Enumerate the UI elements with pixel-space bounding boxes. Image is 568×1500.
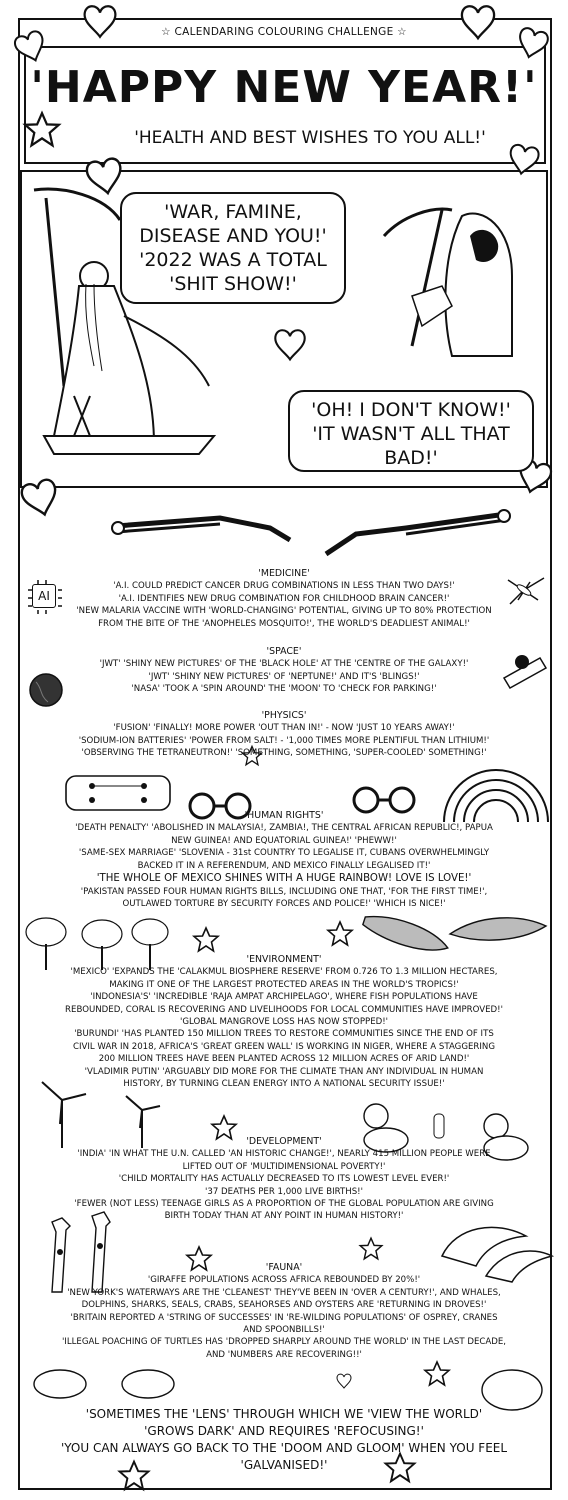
closing-line: 'GROWS DARK' AND REQUIRES 'REFOCUSING!' [144, 1424, 424, 1438]
closing-message [30, 1406, 538, 1474]
section-line: 'SODIUM-ION BATTERIES' 'POWER FROM SALT! - '1,000 TIMES MORE PLENTIFUL THAN LITHIUM!' [78, 735, 490, 746]
ai-chip-label: AI [38, 589, 50, 603]
section-line: OUTLAWED TORTURE BY SECURITY FORCES AND POLICE!' 'WHICH IS NICE!' [122, 899, 446, 910]
page-subtitle: 'HEALTH AND BEST WISHES TO YOU ALL!' [134, 128, 486, 148]
bubble-right-line: BAD!' [384, 447, 438, 469]
section-line: 'FUSION' 'FINALLY! MORE POWER 'OUT THAN IN!' - NOW 'JUST 10 YEARS AWAY!' [113, 723, 455, 734]
section-line: 'FEWER (NOT LESS) TEENAGE GIRLS AS A PROPORTION OF THE GLOBAL POPULATION ARE GIVING [74, 1199, 494, 1210]
section-line: 'NEW YORK'S WATERWAYS ARE THE 'CLEANEST' THEY'VE BEEN IN 'OVER A CENTURY!', AND WHALES, [67, 1287, 501, 1298]
section-line: 'INDIA' 'IN WHAT THE U.N. CALLED 'AN HISTORIC CHANGE!', NEARLY 415 MILLION PEOPLE WERE [77, 1149, 491, 1160]
section-line: MAKING IT ONE OF THE LARGEST PROTECTED AREAS IN THE WORLD'S TROPICS!' [109, 979, 459, 990]
section-line: BACKED IT IN A REFERENDUM, AND MEXICO FINALLY LEGALISED IT!' [137, 860, 431, 871]
section-line: 'CHILD MORTALITY HAS ACTUALLY DECREASED TO ITS LOWEST LEVEL EVER!' [118, 1174, 450, 1185]
section-line: 'VLADIMIR PUTIN' 'ARGUABLY DID MORE FOR THE CLIMATE THAN ANY INDIVIDUAL IN HUMAN [84, 1066, 484, 1077]
section-line: 'INDONESIA'S' 'INCREDIBLE 'RAJA AMPAT ARCHIPELAGO', WHERE FISH POPULATIONS HAVE [90, 992, 478, 1003]
section-line: CIVIL WAR IN 2018, AFRICA'S 'GREAT GREEN WALL' IS WORKING IN NIGER, WHERE A STAGGERING [72, 1041, 496, 1052]
section-physics [26, 710, 542, 760]
bubble-left-line: '2022 WAS A TOTAL [139, 249, 327, 271]
section-heading: 'MEDICINE' [258, 568, 310, 579]
section-line: 'A.I. COULD PREDICT CANCER DRUG COMBINATIONS IN LESS THAN TWO DAYS!' [113, 581, 455, 592]
section-fauna [26, 1262, 542, 1361]
section-line: FROM THE BITE OF THE 'ANOPHELES MOSQUITO!', THE WORLD'S DEADLIEST ANIMAL!' [98, 618, 470, 629]
section-line: HISTORY, BY TURNING CLEAN ENERGY INTO A NATIONAL SECURITY ISSUE!' [123, 1079, 445, 1090]
heart-icon [275, 330, 304, 359]
star-icon [425, 1362, 449, 1385]
heart-icon [13, 29, 49, 65]
section-line: 'JWT' 'SHINY NEW PICTURES' OF THE 'BLACK HOLE' AT THE 'CENTRE OF THE GALAXY!' [99, 659, 469, 670]
section-line: 'JWT' 'SHINY NEW PICTURES' OF 'NEPTUNE!' AND IT'S 'BLINGS!' [148, 671, 420, 682]
heart-icon [20, 478, 61, 519]
section-line: 'NASA' 'TOOK A 'SPIN AROUND' THE 'MOON' TO 'CHECK FOR PARKING!' [131, 684, 437, 695]
section-line: 'DEATH PENALTY' 'ABOLISHED IN MALAYSIA!, ZAMBIA!, THE CENTRAL AFRICAN REPUBLIC!, PAPUA [75, 823, 493, 834]
section-line: 'BURUNDI' 'HAS PLANTED 150 MILLION TREES TO RESTORE COMMUNITIES SINCE THE END OF ITS [74, 1029, 494, 1040]
section-line: 'THE WHOLE OF MEXICO SHINES WITH A HUGE RAINBOW! LOVE IS LOVE!' [96, 873, 472, 885]
section-space [26, 646, 542, 696]
speech-bubble-left [120, 192, 346, 304]
grim-reaper [382, 196, 522, 366]
star-icon [194, 928, 218, 951]
closing-line: 'YOU CAN ALWAYS GO BACK TO THE 'DOOM AND GLOOM' WHEN YOU FEEL [60, 1441, 508, 1455]
section-line: 'MEXICO' 'EXPANDS THE 'CALAKMUL BIOSPHERE RESERVE' FROM 0.726 TO 1.3 MILLION HECTARES, [70, 967, 498, 978]
section-line: AND SPOONBILLS!' [243, 1325, 325, 1336]
section-line: 'ILLEGAL POACHING OF TURTLES HAS 'DROPPED SHARPLY AROUND THE WORLD' IN THE LAST DECADE, [61, 1337, 507, 1348]
star-icon [360, 1238, 382, 1259]
section-line: 'GIRAFFE POPULATIONS ACROSS AFRICA REBOUNDED BY 20%!' [147, 1275, 421, 1286]
bubble-left-line: 'WAR, FAMINE, [164, 201, 302, 223]
section-heading: 'DEVELOPMENT' [246, 1136, 322, 1147]
heart-icon [462, 6, 494, 38]
section-line: DOLPHINS, SHARKS, SEALS, CRABS, SEAHORSES AND OYSTERS ARE 'RETURNING IN DROVES!' [81, 1300, 487, 1311]
turtle-icon [24, 1360, 194, 1410]
section-line: AND 'NUMBERS ARE RECOVERING!!' [206, 1349, 362, 1360]
section-medicine [26, 568, 542, 630]
page-title: 'HAPPY NEW YEAR!' [30, 62, 538, 113]
section-line: NEW GUINEA! AND EQUATORIAL GUINEA!' 'PHEWW!' [171, 835, 397, 846]
section-line: 'GLOBAL MANGROVE LOSS HAS NOW STOPPED!' [179, 1017, 389, 1028]
bubble-left-line: 'SHIT SHOW!' [169, 273, 297, 295]
closing-line: 'GALVANISED!' [240, 1458, 328, 1472]
section-heading: 'HUMAN RIGHTS' [244, 810, 324, 821]
skeleton-arm-right [316, 504, 516, 564]
banner-text: ☆ CALENDARING COLOURING CHALLENGE ☆ [161, 26, 407, 38]
heart-icon [515, 27, 549, 61]
star-icon [25, 113, 59, 145]
heart-icon [507, 144, 539, 176]
section-line: 'PAKISTAN PASSED FOUR HUMAN RIGHTS BILLS, INCLUDING ONE THAT, 'FOR THE FIRST TIME!', [80, 887, 488, 898]
section-line: '37 DEATHS PER 1,000 LIVE BIRTHS!' [205, 1186, 363, 1197]
section-heading: 'ENVIRONMENT' [246, 954, 322, 965]
section-heading: 'PHYSICS' [261, 710, 307, 721]
section-environment [26, 954, 542, 1090]
section-line: LIFTED OUT OF 'MULTIDIMENSIONAL POVERTY!' [182, 1161, 386, 1172]
section-line: 200 MILLION TREES HAVE BEEN PLANTED ACROSS 12 MILLION ACRES OF ARID LAND!' [98, 1054, 470, 1065]
star-icon [328, 922, 352, 945]
section-line: 'A.I. IDENTIFIES NEW DRUG COMBINATION FOR CHILDHOOD BRAIN CANCER!' [118, 593, 450, 604]
section-human-rights [26, 810, 542, 911]
heart-icon [85, 6, 116, 37]
section-line: BIRTH TODAY THAN AT ANY POINT IN HUMAN HISTORY!' [164, 1211, 404, 1222]
speech-bubble-right [288, 390, 534, 472]
section-development [26, 1136, 542, 1223]
bubble-right-line: 'IT WASN'T ALL THAT [312, 423, 510, 445]
section-line: 'NEW MALARIA VACCINE WITH 'WORLD-CHANGING' POTENTIAL, GIVING UP TO 80% PROTECTION [76, 606, 492, 617]
section-line: REBOUNDED, CORAL IS RECOVERING AND LIVELIHOODS FOR LOCAL COMMUNITIES HAVE IMPROVED!' [65, 1004, 503, 1015]
section-line: 'SAME-SEX MARRIAGE' 'SLOVENIA - 31st COUNTRY TO LEGALISE IT, CUBANS OVERWHELMINGLY [78, 848, 490, 859]
section-line: 'OBSERVING THE TETRANEUTRON!' 'SOMETHING, SOMETHING, 'SUPER-COOLED' SOMETHING!' [81, 748, 487, 759]
heart-icon [337, 1374, 351, 1388]
skeleton-arm-left [110, 500, 310, 560]
bubble-right-line: 'OH! I DON'T KNOW!' [311, 399, 511, 421]
section-heading: 'FAUNA' [265, 1262, 303, 1273]
section-heading: 'SPACE' [266, 646, 302, 657]
section-line: 'BRITAIN REPORTED A 'STRING OF SUCCESSES' IN 'RE-WILDING POPULATIONS' OF OSPREY, CRANES [70, 1312, 498, 1323]
closing-line: 'SOMETIMES THE 'LENS' THROUGH WHICH WE 'VIEW THE WORLD' [85, 1407, 483, 1421]
bubble-left-line: DISEASE AND YOU!' [139, 225, 327, 247]
